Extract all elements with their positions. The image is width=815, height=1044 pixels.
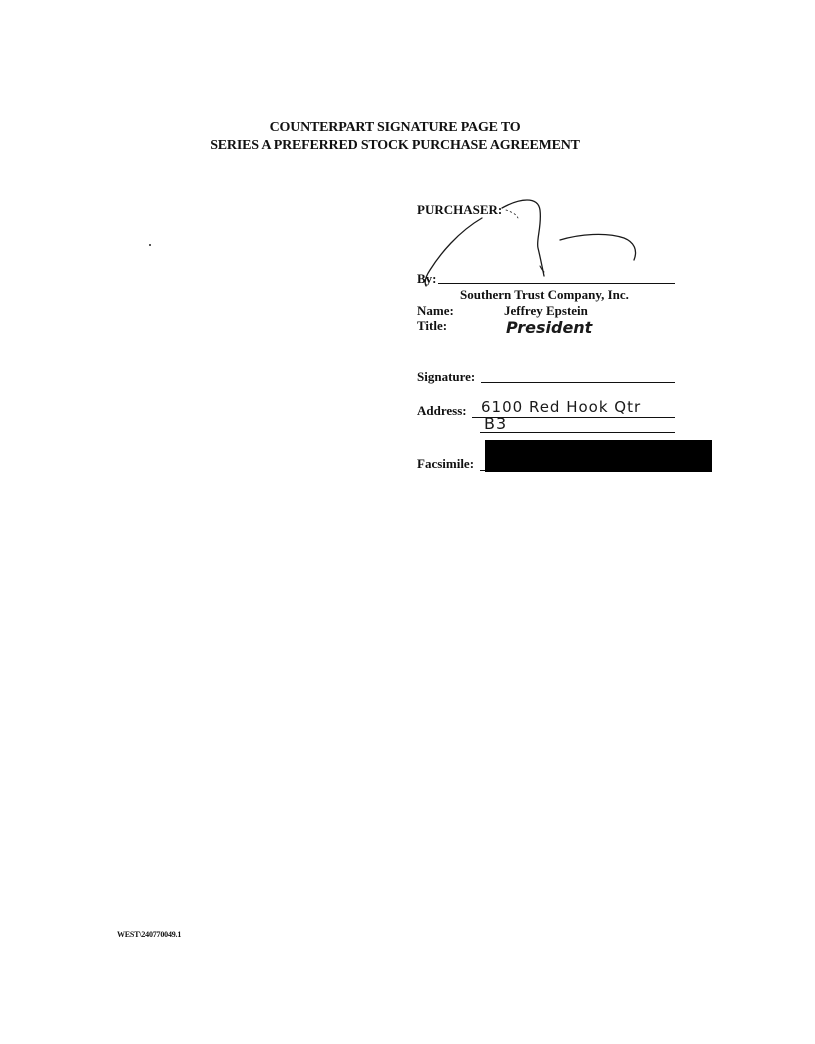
name-value: Jeffrey Epstein bbox=[504, 303, 588, 318]
address-label: Address: bbox=[417, 403, 467, 418]
name-label: Name: bbox=[417, 303, 454, 318]
by-signature-line bbox=[438, 283, 675, 284]
by-label: By: bbox=[417, 271, 437, 286]
facsimile-label: Facsimile: bbox=[417, 456, 475, 471]
title-value-handwritten: President bbox=[506, 318, 593, 337]
title-label: Title: bbox=[417, 318, 448, 333]
scan-speck bbox=[149, 244, 151, 246]
address-line-2-rule bbox=[480, 432, 675, 433]
company-name: Southern Trust Company, Inc. bbox=[460, 287, 629, 302]
document-id-footer: WEST\240770049.1 bbox=[117, 930, 182, 939]
address-line-1-handwritten: 6100 Red Hook Qtr bbox=[481, 398, 642, 416]
redaction-box bbox=[485, 440, 712, 472]
handwritten-signature bbox=[420, 196, 650, 288]
signature-label: Signature: bbox=[417, 369, 476, 384]
purchaser-heading: PURCHASER: bbox=[417, 202, 503, 217]
title-line-2: SERIES A PREFERRED STOCK PURCHASE AGREEMENT bbox=[210, 138, 580, 153]
title-line-1: COUNTERPART SIGNATURE PAGE TO bbox=[269, 120, 521, 135]
document-title bbox=[180, 119, 610, 155]
signature-line bbox=[481, 382, 675, 383]
address-line-2-handwritten: B3 bbox=[484, 414, 508, 433]
